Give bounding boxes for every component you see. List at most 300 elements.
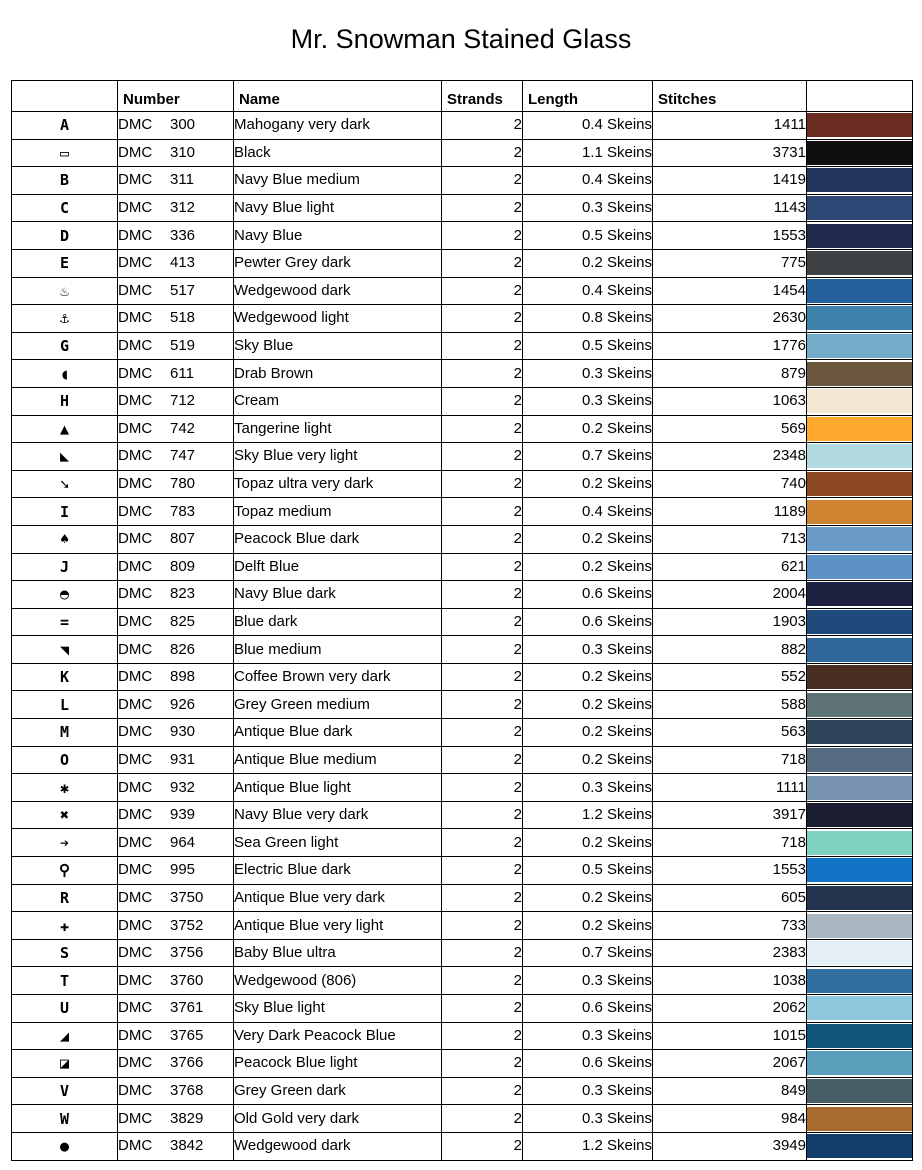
symbol-cell: ♨ bbox=[12, 277, 118, 305]
color-swatch-cell bbox=[807, 553, 913, 581]
color-swatch-cell bbox=[807, 498, 913, 526]
stitches-cell: 1903 bbox=[653, 608, 807, 636]
symbol-cell: V bbox=[12, 1077, 118, 1105]
number-cell bbox=[118, 1022, 234, 1050]
color-swatch-cell bbox=[807, 1132, 913, 1160]
thread-code: 3768 bbox=[170, 1082, 204, 1100]
thread-code: 312 bbox=[170, 199, 196, 217]
brand-label: DMC bbox=[118, 447, 153, 465]
color-swatch bbox=[807, 251, 912, 275]
color-swatch-cell bbox=[807, 663, 913, 691]
color-swatch bbox=[807, 141, 912, 165]
strands-cell: 2 bbox=[442, 608, 523, 636]
color-swatch bbox=[807, 362, 912, 386]
brand-label: DMC bbox=[118, 750, 153, 768]
number-cell bbox=[118, 167, 234, 195]
name-cell: Peacock Blue light bbox=[234, 1050, 442, 1078]
table-row bbox=[12, 857, 913, 885]
thread-code: 3765 bbox=[170, 1026, 204, 1044]
brand-label: DMC bbox=[118, 171, 153, 189]
symbol-cell: H bbox=[12, 387, 118, 415]
table-row bbox=[12, 332, 913, 360]
brand-label: DMC bbox=[118, 668, 153, 686]
number-cell bbox=[118, 525, 234, 553]
name-cell: Navy Blue dark bbox=[234, 581, 442, 609]
color-swatch-cell bbox=[807, 222, 913, 250]
color-swatch-cell bbox=[807, 139, 913, 167]
color-swatch bbox=[807, 858, 912, 882]
table-row bbox=[12, 553, 913, 581]
number-cell bbox=[118, 498, 234, 526]
brand-label: DMC bbox=[118, 723, 153, 741]
number-cell bbox=[118, 139, 234, 167]
name-cell: Sea Green light bbox=[234, 829, 442, 857]
name-cell: Sky Blue light bbox=[234, 995, 442, 1023]
brand-label: DMC bbox=[118, 1026, 153, 1044]
length-cell: 0.2 Skeins bbox=[523, 829, 653, 857]
color-swatch-cell bbox=[807, 360, 913, 388]
stitches-cell: 1776 bbox=[653, 332, 807, 360]
name-cell: Peacock Blue dark bbox=[234, 525, 442, 553]
thread-code: 783 bbox=[170, 502, 196, 520]
table-row bbox=[12, 1132, 913, 1160]
header-color bbox=[807, 81, 913, 112]
table-row bbox=[12, 691, 913, 719]
color-swatch bbox=[807, 941, 912, 965]
stitches-cell: 1553 bbox=[653, 857, 807, 885]
strands-cell: 2 bbox=[442, 1105, 523, 1133]
stitches-cell: 718 bbox=[653, 746, 807, 774]
stitches-cell: 552 bbox=[653, 663, 807, 691]
thread-code: 3760 bbox=[170, 971, 204, 989]
table-row bbox=[12, 194, 913, 222]
symbol-cell: ● bbox=[12, 1132, 118, 1160]
length-cell: 0.2 Skeins bbox=[523, 884, 653, 912]
strands-cell: 2 bbox=[442, 774, 523, 802]
strands-cell: 2 bbox=[442, 415, 523, 443]
number-cell bbox=[118, 1050, 234, 1078]
color-swatch-cell bbox=[807, 167, 913, 195]
stitches-cell: 2004 bbox=[653, 581, 807, 609]
color-swatch bbox=[807, 500, 912, 524]
table-row bbox=[12, 470, 913, 498]
color-swatch bbox=[807, 1051, 912, 1075]
name-cell: Sky Blue bbox=[234, 332, 442, 360]
number-cell bbox=[118, 912, 234, 940]
page-title: Mr. Snowman Stained Glass bbox=[290, 24, 632, 54]
color-swatch bbox=[807, 224, 912, 248]
thread-code: 311 bbox=[170, 171, 194, 189]
table-header-row bbox=[12, 81, 913, 112]
strands-cell: 2 bbox=[442, 1050, 523, 1078]
number-cell bbox=[118, 360, 234, 388]
brand-label: DMC bbox=[118, 695, 153, 713]
number-cell bbox=[118, 719, 234, 747]
color-swatch bbox=[807, 1024, 912, 1048]
thread-code: 809 bbox=[170, 557, 196, 575]
strands-cell: 2 bbox=[442, 995, 523, 1023]
brand-label: DMC bbox=[118, 419, 153, 437]
length-cell: 0.3 Skeins bbox=[523, 1105, 653, 1133]
number-cell bbox=[118, 415, 234, 443]
strands-cell: 2 bbox=[442, 360, 523, 388]
number-cell bbox=[118, 967, 234, 995]
table-row bbox=[12, 912, 913, 940]
name-cell: Tangerine light bbox=[234, 415, 442, 443]
color-swatch-cell bbox=[807, 277, 913, 305]
color-swatch bbox=[807, 1107, 912, 1131]
stitches-cell: 1553 bbox=[653, 222, 807, 250]
brand-label: DMC bbox=[118, 944, 153, 962]
strands-cell: 2 bbox=[442, 829, 523, 857]
brand-label: DMC bbox=[118, 1109, 153, 1127]
brand-label: DMC bbox=[118, 1054, 153, 1072]
brand-label: DMC bbox=[118, 226, 153, 244]
number-cell bbox=[118, 332, 234, 360]
symbol-cell: ✚ bbox=[12, 912, 118, 940]
stitches-cell: 3731 bbox=[653, 139, 807, 167]
color-swatch bbox=[807, 996, 912, 1020]
thread-code: 898 bbox=[170, 668, 196, 686]
length-cell: 0.3 Skeins bbox=[523, 1077, 653, 1105]
name-cell: Navy Blue light bbox=[234, 194, 442, 222]
strands-cell: 2 bbox=[442, 1132, 523, 1160]
table-row bbox=[12, 1105, 913, 1133]
strands-cell: 2 bbox=[442, 470, 523, 498]
thread-code: 964 bbox=[170, 833, 196, 851]
symbol-cell: ▭ bbox=[12, 139, 118, 167]
table-row bbox=[12, 829, 913, 857]
stitches-cell: 605 bbox=[653, 884, 807, 912]
brand-label: DMC bbox=[118, 1137, 153, 1155]
thread-code: 3761 bbox=[170, 999, 204, 1017]
name-cell: Delft Blue bbox=[234, 553, 442, 581]
color-swatch-cell bbox=[807, 194, 913, 222]
number-cell bbox=[118, 277, 234, 305]
brand-label: DMC bbox=[118, 778, 153, 796]
color-swatch bbox=[807, 693, 912, 717]
name-cell: Navy Blue medium bbox=[234, 167, 442, 195]
number-cell bbox=[118, 470, 234, 498]
thread-code: 939 bbox=[170, 806, 196, 824]
table-row bbox=[12, 1077, 913, 1105]
stitches-cell: 879 bbox=[653, 360, 807, 388]
number-cell bbox=[118, 443, 234, 471]
thread-code: 995 bbox=[170, 861, 196, 879]
symbol-cell: ◪ bbox=[12, 1050, 118, 1078]
number-cell bbox=[118, 663, 234, 691]
thread-code: 3756 bbox=[170, 944, 204, 962]
table-row bbox=[12, 967, 913, 995]
table-row bbox=[12, 801, 913, 829]
color-swatch bbox=[807, 555, 912, 579]
length-cell: 0.2 Skeins bbox=[523, 912, 653, 940]
color-swatch-cell bbox=[807, 581, 913, 609]
symbol-cell: ✱ bbox=[12, 774, 118, 802]
thread-code: 926 bbox=[170, 695, 196, 713]
symbol-cell: ✖ bbox=[12, 801, 118, 829]
length-cell: 0.6 Skeins bbox=[523, 608, 653, 636]
color-swatch-cell bbox=[807, 415, 913, 443]
stitches-cell: 1143 bbox=[653, 194, 807, 222]
color-swatch-cell bbox=[807, 995, 913, 1023]
length-cell: 1.1 Skeins bbox=[523, 139, 653, 167]
symbol-cell: = bbox=[12, 608, 118, 636]
color-swatch bbox=[807, 196, 912, 220]
number-cell bbox=[118, 774, 234, 802]
symbol-cell: T bbox=[12, 967, 118, 995]
table-row bbox=[12, 884, 913, 912]
name-cell: Grey Green dark bbox=[234, 1077, 442, 1105]
name-cell: Antique Blue very light bbox=[234, 912, 442, 940]
number-cell bbox=[118, 305, 234, 333]
strands-cell: 2 bbox=[442, 139, 523, 167]
table-row bbox=[12, 360, 913, 388]
symbol-cell: S bbox=[12, 939, 118, 967]
color-swatch bbox=[807, 610, 912, 634]
color-swatch-cell bbox=[807, 774, 913, 802]
symbol-cell: C bbox=[12, 194, 118, 222]
brand-label: DMC bbox=[118, 254, 153, 272]
stitches-cell: 849 bbox=[653, 1077, 807, 1105]
table-row bbox=[12, 249, 913, 277]
number-cell bbox=[118, 581, 234, 609]
length-cell: 0.6 Skeins bbox=[523, 581, 653, 609]
strands-cell: 2 bbox=[442, 305, 523, 333]
strands-cell: 2 bbox=[442, 636, 523, 664]
color-swatch-cell bbox=[807, 719, 913, 747]
stitches-cell: 2348 bbox=[653, 443, 807, 471]
number-cell bbox=[118, 553, 234, 581]
header-strands: Strands bbox=[442, 81, 523, 112]
color-swatch-cell bbox=[807, 884, 913, 912]
color-swatch bbox=[807, 803, 912, 827]
thread-code: 780 bbox=[170, 475, 196, 493]
length-cell: 0.3 Skeins bbox=[523, 636, 653, 664]
table-row bbox=[12, 277, 913, 305]
symbol-cell: ⚲ bbox=[12, 857, 118, 885]
length-cell: 0.2 Skeins bbox=[523, 249, 653, 277]
thread-code: 826 bbox=[170, 640, 196, 658]
table-row bbox=[12, 525, 913, 553]
name-cell: Drab Brown bbox=[234, 360, 442, 388]
strands-cell: 2 bbox=[442, 912, 523, 940]
strands-cell: 2 bbox=[442, 857, 523, 885]
brand-label: DMC bbox=[118, 971, 153, 989]
color-swatch-cell bbox=[807, 1077, 913, 1105]
number-cell bbox=[118, 112, 234, 140]
table-row bbox=[12, 663, 913, 691]
thread-code: 611 bbox=[170, 364, 194, 382]
name-cell: Grey Green medium bbox=[234, 691, 442, 719]
length-cell: 0.3 Skeins bbox=[523, 387, 653, 415]
name-cell: Blue dark bbox=[234, 608, 442, 636]
color-swatch bbox=[807, 665, 912, 689]
thread-code: 413 bbox=[170, 254, 196, 272]
symbol-cell: R bbox=[12, 884, 118, 912]
number-cell bbox=[118, 746, 234, 774]
strands-cell: 2 bbox=[442, 167, 523, 195]
header-stitches: Stitches bbox=[653, 81, 807, 112]
stitches-cell: 2062 bbox=[653, 995, 807, 1023]
number-cell bbox=[118, 1132, 234, 1160]
stitches-cell: 718 bbox=[653, 829, 807, 857]
table-row bbox=[12, 939, 913, 967]
color-swatch bbox=[807, 1079, 912, 1103]
number-cell bbox=[118, 801, 234, 829]
number-cell bbox=[118, 1105, 234, 1133]
header-length: Length bbox=[523, 81, 653, 112]
number-cell bbox=[118, 608, 234, 636]
strands-cell: 2 bbox=[442, 719, 523, 747]
name-cell: Wedgewood dark bbox=[234, 1132, 442, 1160]
color-swatch-cell bbox=[807, 249, 913, 277]
brand-label: DMC bbox=[118, 337, 153, 355]
brand-label: DMC bbox=[118, 833, 153, 851]
color-swatch bbox=[807, 279, 912, 303]
length-cell: 0.8 Skeins bbox=[523, 305, 653, 333]
name-cell: Wedgewood dark bbox=[234, 277, 442, 305]
strands-cell: 2 bbox=[442, 663, 523, 691]
strands-cell: 2 bbox=[442, 939, 523, 967]
stitches-cell: 713 bbox=[653, 525, 807, 553]
symbol-cell: M bbox=[12, 719, 118, 747]
symbol-cell: ➔ bbox=[12, 829, 118, 857]
table-body bbox=[12, 112, 913, 1161]
stitches-cell: 563 bbox=[653, 719, 807, 747]
name-cell: Antique Blue very dark bbox=[234, 884, 442, 912]
number-cell bbox=[118, 1077, 234, 1105]
color-swatch-cell bbox=[807, 967, 913, 995]
name-cell: Coffee Brown very dark bbox=[234, 663, 442, 691]
brand-label: DMC bbox=[118, 612, 153, 630]
number-cell bbox=[118, 222, 234, 250]
strands-cell: 2 bbox=[442, 222, 523, 250]
length-cell: 0.5 Skeins bbox=[523, 857, 653, 885]
strands-cell: 2 bbox=[442, 746, 523, 774]
table-row bbox=[12, 636, 913, 664]
thread-code: 517 bbox=[170, 281, 196, 299]
number-cell bbox=[118, 194, 234, 222]
stitches-cell: 740 bbox=[653, 470, 807, 498]
stitches-cell: 1111 bbox=[653, 774, 807, 802]
length-cell: 0.5 Skeins bbox=[523, 332, 653, 360]
name-cell: Antique Blue light bbox=[234, 774, 442, 802]
brand-label: DMC bbox=[118, 475, 153, 493]
color-swatch-cell bbox=[807, 939, 913, 967]
thread-code: 3750 bbox=[170, 888, 204, 906]
name-cell: Baby Blue ultra bbox=[234, 939, 442, 967]
strands-cell: 2 bbox=[442, 525, 523, 553]
strands-cell: 2 bbox=[442, 1022, 523, 1050]
name-cell: Topaz medium bbox=[234, 498, 442, 526]
thread-code: 823 bbox=[170, 585, 196, 603]
symbol-cell: D bbox=[12, 222, 118, 250]
color-swatch-cell bbox=[807, 691, 913, 719]
header-symbol bbox=[12, 81, 118, 112]
length-cell: 0.5 Skeins bbox=[523, 222, 653, 250]
brand-label: DMC bbox=[118, 116, 153, 134]
color-swatch-cell bbox=[807, 829, 913, 857]
length-cell: 0.2 Skeins bbox=[523, 415, 653, 443]
strands-cell: 2 bbox=[442, 443, 523, 471]
strands-cell: 2 bbox=[442, 194, 523, 222]
color-swatch-cell bbox=[807, 332, 913, 360]
color-swatch-cell bbox=[807, 387, 913, 415]
color-swatch-cell bbox=[807, 470, 913, 498]
brand-label: DMC bbox=[118, 530, 153, 548]
name-cell: Cream bbox=[234, 387, 442, 415]
stitches-cell: 1419 bbox=[653, 167, 807, 195]
color-swatch bbox=[807, 638, 912, 662]
length-cell: 0.2 Skeins bbox=[523, 470, 653, 498]
header-number: Number bbox=[118, 81, 234, 112]
brand-label: DMC bbox=[118, 392, 153, 410]
strands-cell: 2 bbox=[442, 332, 523, 360]
length-cell: 0.4 Skeins bbox=[523, 498, 653, 526]
name-cell: Topaz ultra very dark bbox=[234, 470, 442, 498]
strands-cell: 2 bbox=[442, 498, 523, 526]
length-cell: 0.3 Skeins bbox=[523, 967, 653, 995]
name-cell: Very Dark Peacock Blue bbox=[234, 1022, 442, 1050]
color-swatch bbox=[807, 831, 912, 855]
strands-cell: 2 bbox=[442, 801, 523, 829]
table-row bbox=[12, 774, 913, 802]
name-cell: Electric Blue dark bbox=[234, 857, 442, 885]
stitches-cell: 3949 bbox=[653, 1132, 807, 1160]
number-cell bbox=[118, 387, 234, 415]
table-row bbox=[12, 305, 913, 333]
color-swatch-cell bbox=[807, 608, 913, 636]
table-row bbox=[12, 498, 913, 526]
brand-label: DMC bbox=[118, 806, 153, 824]
stitches-cell: 775 bbox=[653, 249, 807, 277]
stitches-cell: 1189 bbox=[653, 498, 807, 526]
length-cell: 0.6 Skeins bbox=[523, 995, 653, 1023]
length-cell: 0.2 Skeins bbox=[523, 525, 653, 553]
name-cell: Pewter Grey dark bbox=[234, 249, 442, 277]
stitches-cell: 1454 bbox=[653, 277, 807, 305]
strands-cell: 2 bbox=[442, 1077, 523, 1105]
thread-code: 336 bbox=[170, 226, 196, 244]
brand-label: DMC bbox=[118, 640, 153, 658]
symbol-cell: U bbox=[12, 995, 118, 1023]
length-cell: 0.2 Skeins bbox=[523, 663, 653, 691]
stitches-cell: 621 bbox=[653, 553, 807, 581]
table-row bbox=[12, 415, 913, 443]
symbol-cell: O bbox=[12, 746, 118, 774]
table-row bbox=[12, 1022, 913, 1050]
color-swatch-cell bbox=[807, 305, 913, 333]
stitches-cell: 1411 bbox=[653, 112, 807, 140]
symbol-cell: ◥ bbox=[12, 636, 118, 664]
strands-cell: 2 bbox=[442, 581, 523, 609]
thread-code: 932 bbox=[170, 778, 196, 796]
number-cell bbox=[118, 884, 234, 912]
name-cell: Wedgewood light bbox=[234, 305, 442, 333]
length-cell: 1.2 Skeins bbox=[523, 801, 653, 829]
stitches-cell: 1063 bbox=[653, 387, 807, 415]
symbol-cell: J bbox=[12, 553, 118, 581]
length-cell: 0.4 Skeins bbox=[523, 112, 653, 140]
color-swatch bbox=[807, 389, 912, 413]
table-row bbox=[12, 167, 913, 195]
color-swatch bbox=[807, 168, 912, 192]
stitches-cell: 733 bbox=[653, 912, 807, 940]
table-row bbox=[12, 1050, 913, 1078]
brand-label: DMC bbox=[118, 281, 153, 299]
symbol-cell: G bbox=[12, 332, 118, 360]
